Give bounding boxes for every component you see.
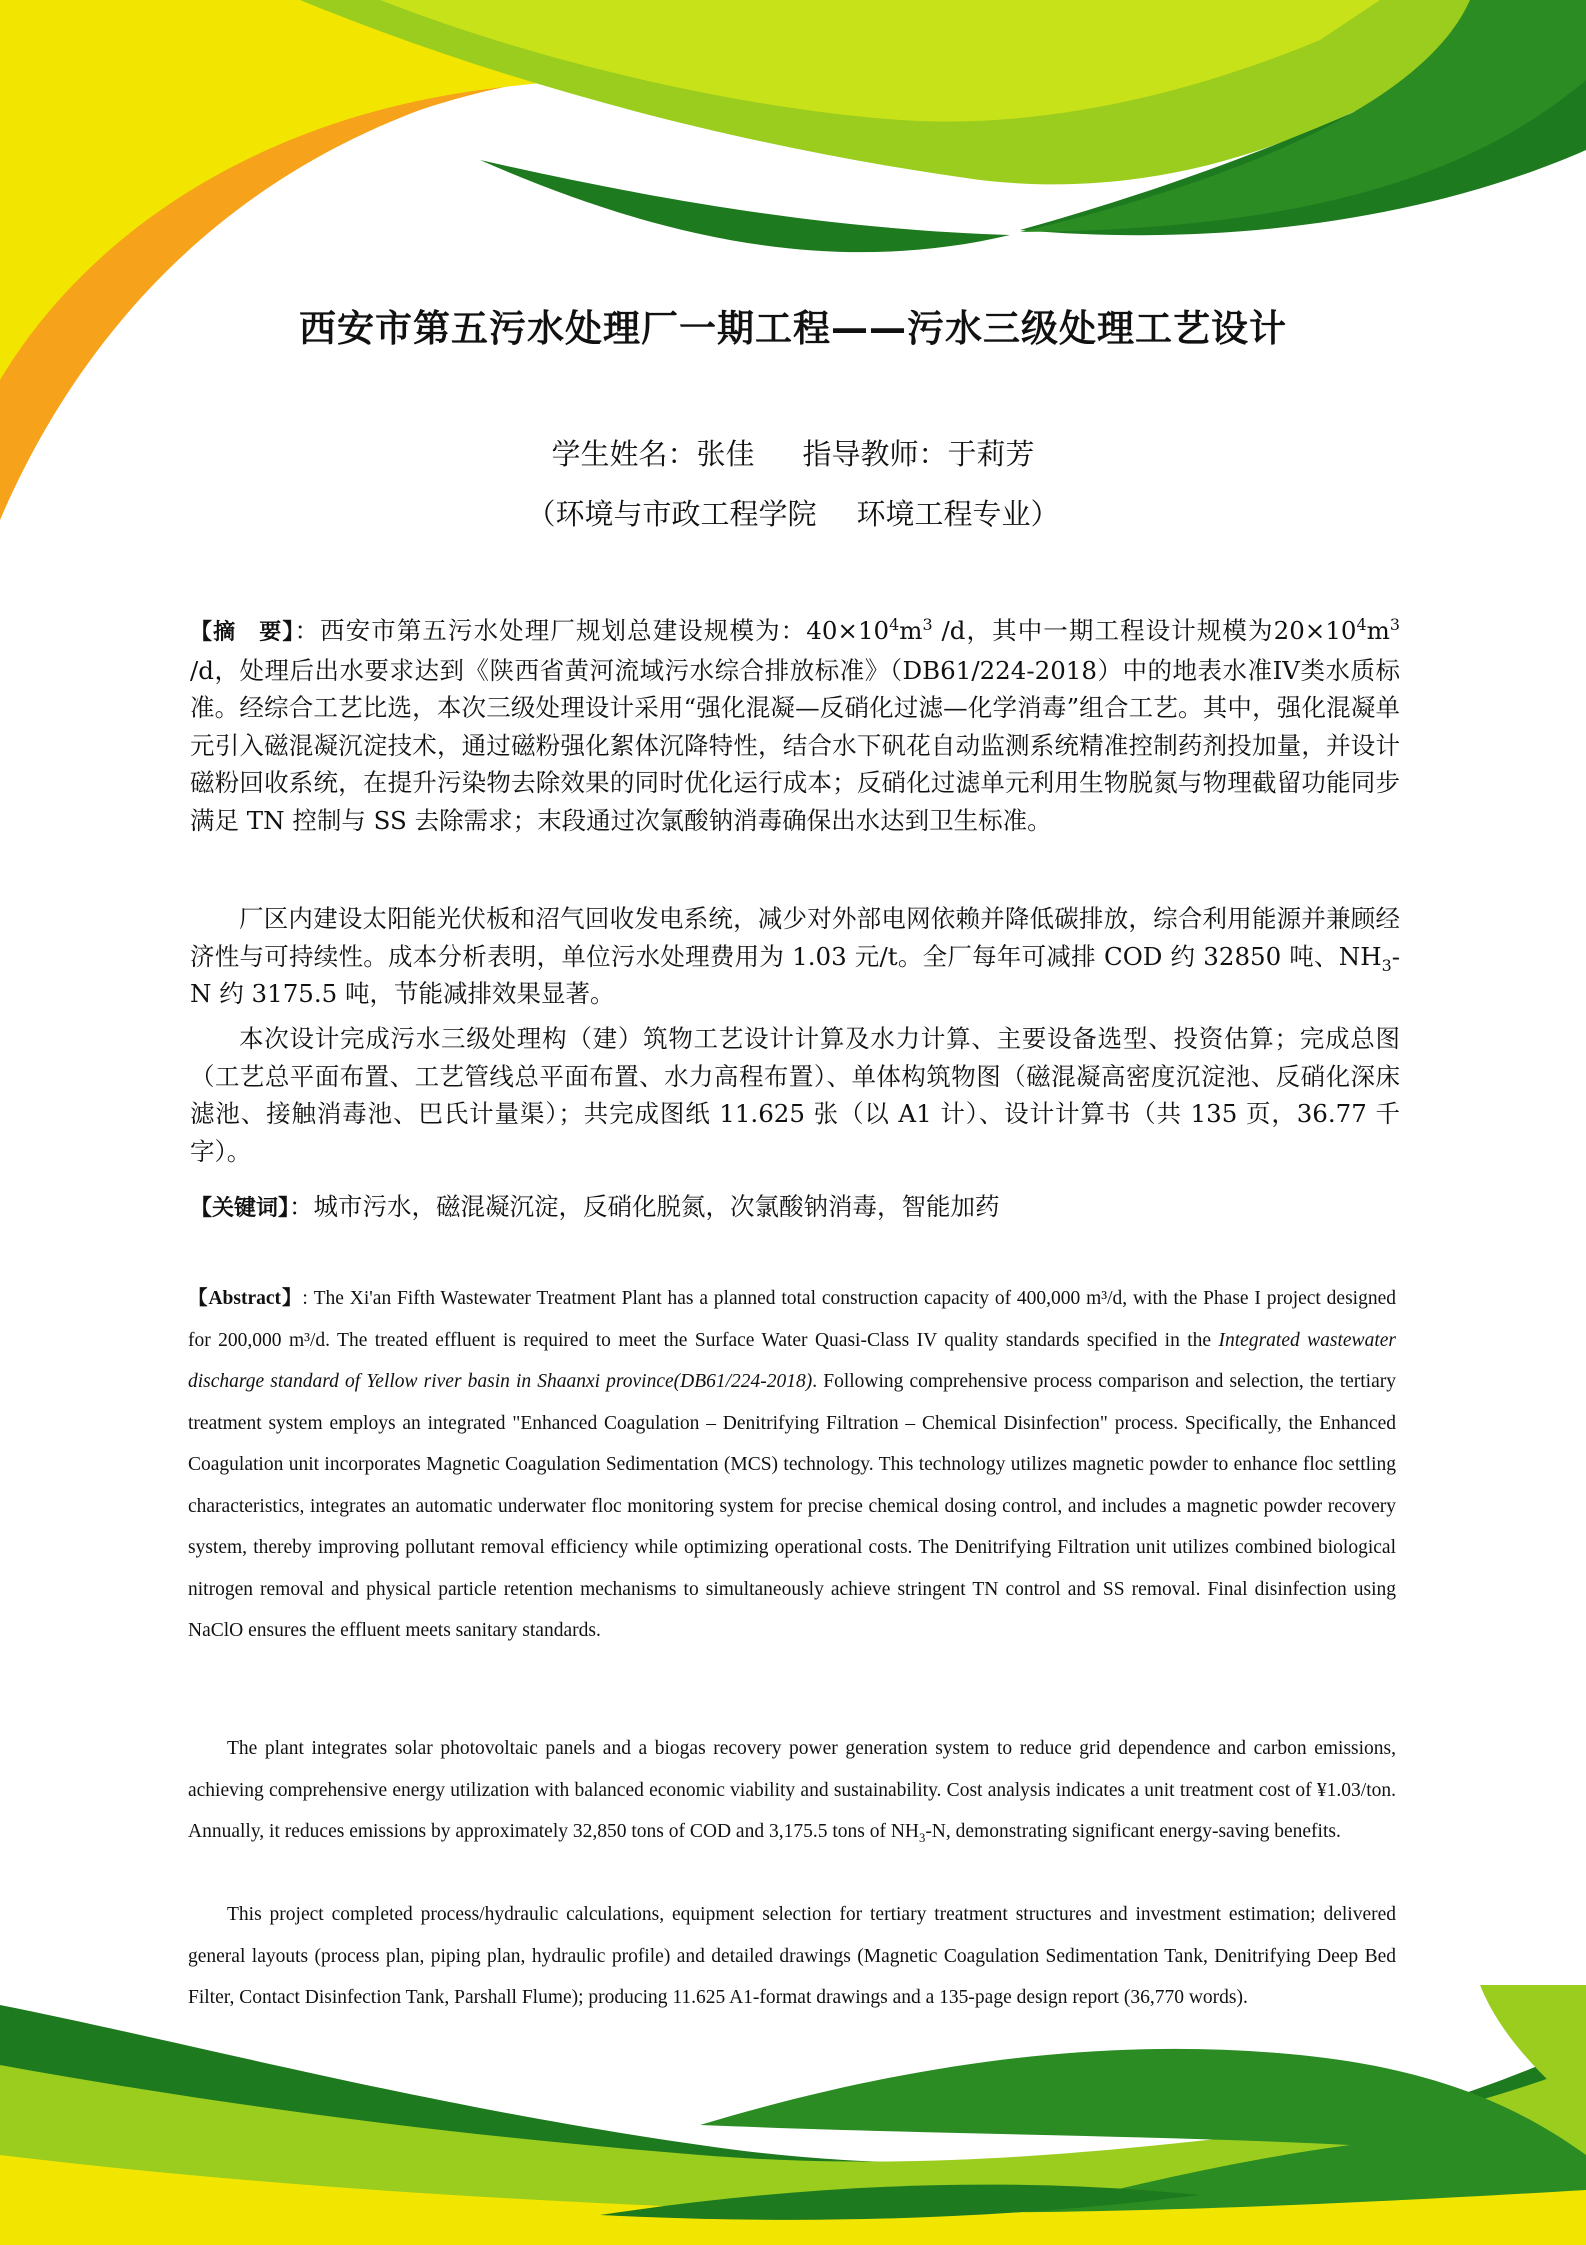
advisor-label: 指导教师： (802, 437, 948, 471)
document-title: 西安市第五污水处理厂一期工程——污水三级处理工艺设计 (299, 307, 1287, 350)
student-name: 张佳 (696, 437, 755, 471)
en-abstract-paragraph-2 (188, 1728, 1396, 1853)
en-abstract-text: : The Xi'an Fifth Wastewater Treatment Plant has a planned total construction capacity of 400,000 m³/d, with the Phase I project designed for 200,000 m³/d. The treated effluent is required to meet the Surface Water Quasi-Class IV quality standards specified in the (188, 1288, 1396, 1351)
cn-abstract-text: 厂区内建设太阳能光伏板和沼气回收发电系统，减少对外部电网依赖并降低碳排放，综合利用能源并兼顾经济性与可持续性。成本分析表明，单位污水处理费用为 1.03 元/t。全厂每年可减排 COD 约 32850 吨、NH (190, 904, 1400, 971)
en-abstract-text: -N, demonstrating significant energy-saving benefits. (925, 1821, 1341, 1842)
cn-abstract-text: m (899, 616, 923, 645)
cn-keywords (190, 1188, 1400, 1228)
en-abstract-text: The plant integrates solar photovoltaic panels and a biogas recovery power generation system to reduce grid dependence and carbon emissions, achieving comprehensive energy utilization with balanced economic viability and sustainability. Cost analysis indicates a unit treatment cost of ¥1.03/ton. Annually, it reduces emissions by approximately 32,850 tons of COD and 3,175.5 tons of NH (188, 1738, 1396, 1842)
cn-abstract-text: /d，处理后出水要求达到《陕西省黄河流域污水综合排放标准》（DB61/224-2018）中的地表水准IV类水质标准。经综合工艺比选，本次三级处理设计采用“强化混凝—反硝化过滤—化学消毒”组合工艺。其中，强化混凝单元引入磁混凝沉淀技术，通过磁粉强化絮体沉降特性，结合水下矾花自动监测系统精准控制药剂投加量，并设计磁粉回收系统，在提升污染物去除效果的同时优化运行成本；反硝化过滤单元利用生物脱氮与物理截留功能同步满足 TN 控制与 SS 去除需求；末段通过次氯酸钠消毒确保出水达到卫生标准。 (190, 655, 1400, 835)
superscript: 4 (1356, 614, 1367, 634)
superscript: 4 (889, 614, 900, 634)
cn-abstract-text: -N 约 3175.5 吨，节能减排效果显著。 (190, 941, 1400, 1008)
superscript: 3 (922, 614, 933, 634)
author-line (0, 432, 1586, 473)
cn-abstract-text: /d，其中一期工程设计规模为20×10 (932, 616, 1357, 645)
en-abstract-paragraph-3: This project completed process/hydraulic calculations, equipment selection for tertiary treatment structures and investment estimation; delivered general layouts (process plan, piping plan, hydraulic profile) and detailed drawings (Magnetic Coagulation Sedimentation Tank, Denitrifying Deep Bed Filter, Contact Disinfection Tank, Parshall Flume); producing 11.625 A1-format drawings and a 135-page design report (36,770 words). (188, 1904, 1396, 2008)
cn-abstract-paragraph-2 (190, 900, 1400, 1013)
student-label: 学生姓名： (551, 437, 697, 471)
cn-keywords-label: 【关键词】 (190, 1196, 290, 1221)
major: 环境工程专业） (856, 497, 1060, 531)
en-abstract-label: 【Abstract】 (188, 1288, 303, 1309)
subscript: 3 (918, 1830, 926, 1845)
college: （环境与市政工程学院 (526, 497, 817, 531)
standard-citation: Integrated wastewater discharge standard of Yellow river basin in Shaanxi province(DB61/224-2018) (188, 1329, 1396, 1392)
bottom-wave-decoration (0, 1985, 1586, 2245)
en-abstract-paragraph-1 (188, 1278, 1396, 1652)
affiliation-line (0, 492, 1586, 533)
cn-keywords-text: ：城市污水，磁混凝沉淀，反硝化脱氮，次氯酸钠消毒，智能加药 (289, 1192, 1000, 1221)
cn-abstract-paragraph-1 (190, 612, 1400, 839)
superscript: 3 (1389, 614, 1400, 634)
cn-abstract-text: m (1366, 616, 1390, 645)
cn-abstract-label: 【摘 要】 (190, 620, 295, 645)
cn-abstract-text: ：西安市第五污水处理厂规划总建设规模为：40×10 (294, 616, 890, 645)
subscript: 3 (1381, 955, 1392, 975)
en-abstract-text: . Following comprehensive process comparison and selection, the tertiary treatment system employs an integrated "Enhanced Coagulation – Denitrifying Filtration – Chemical Disinfection" process. Specifically, the Enhanced Coagulation unit incorporates Magnetic Coagulation Sedimentation (MCS) technology. This technology utilizes magnetic powder to enhance floc settling characteristics, integrates an automatic underwater floc monitoring system for precise chemical dosing control, and includes a magnetic powder recovery system, thereby improving pollutant removal efficiency while optimizing operational costs. The Denitrifying Filtration unit utilizes combined biological nitrogen removal and physical particle retention mechanisms to simultaneously achieve stringent TN control and SS removal. Final disinfection using NaClO ensures the effluent meets sanitary standards. (188, 1371, 1396, 1641)
advisor-name: 于莉芳 (947, 437, 1035, 471)
cn-abstract-paragraph-3: 本次设计完成污水三级处理构（建）筑物工艺设计计算及水力计算、主要设备选型、投资估算；完成总图（工艺总平面布置、工艺管线总平面布置、水力高程布置）、单体构筑物图（磁混凝高密度沉淀池、反硝化深床滤池、接触消毒池、巴氏计量渠）；共完成图纸 11.625 张（以 A1 计）、设计计算书（共 135 页，36.77 千字）。 (190, 1024, 1400, 1166)
